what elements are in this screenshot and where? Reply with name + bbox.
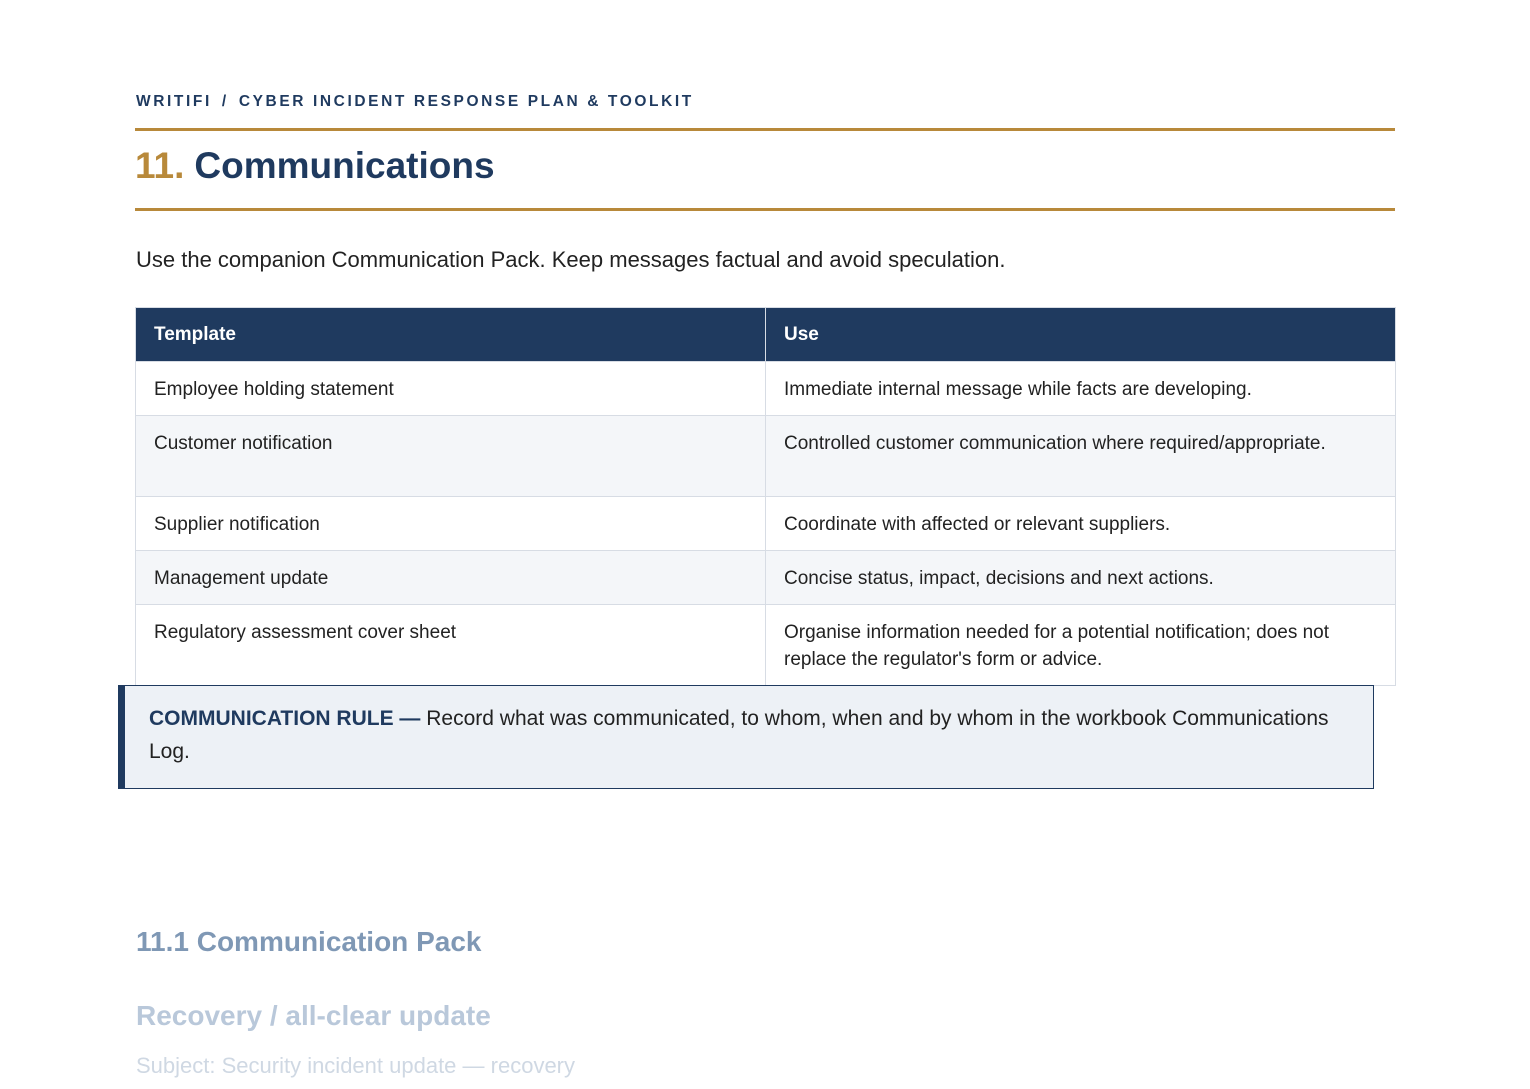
column-header-use: Use [766, 308, 1396, 362]
table-row [136, 497, 1396, 551]
callout-lead: COMMUNICATION RULE — [149, 707, 421, 730]
communication-rule-callout [118, 685, 1374, 789]
heading-rule-bottom [135, 208, 1395, 211]
breadcrumb-separator: / [221, 93, 229, 110]
intro-paragraph: Use the companion Communication Pack. Keep messages factual and avoid speculation. [136, 247, 1006, 272]
templates-table [135, 307, 1396, 686]
use-cell: Immediate internal message while facts are developing. [766, 362, 1396, 416]
template-heading: Recovery / all-clear update [136, 1000, 491, 1031]
section-title-text: Communications [194, 145, 495, 186]
template-cell: Regulatory assessment cover sheet [136, 605, 766, 686]
table-row [136, 605, 1396, 686]
section-number: 11. [135, 145, 185, 186]
use-cell: Coordinate with affected or relevant suppliers. [766, 497, 1396, 551]
table-header-row [136, 308, 1396, 362]
breadcrumb-document: CYBER INCIDENT RESPONSE PLAN & TOOLKIT [238, 93, 694, 110]
use-cell: Controlled customer communication where required/appropriate. [766, 416, 1396, 497]
breadcrumb-brand: WRITIFI [136, 93, 212, 110]
use-cell: Organise information needed for a potential notification; does not replace the regulator's form or advice. [766, 605, 1396, 686]
subsection-heading: 11.1 Communication Pack [136, 926, 482, 957]
table-row [136, 416, 1396, 497]
subject-line: Subject: Security incident update — recovery [136, 1053, 576, 1078]
heading-rule-top [135, 128, 1395, 131]
table-row [136, 362, 1396, 416]
table-row [136, 551, 1396, 605]
template-cell: Employee holding statement [136, 362, 766, 416]
callout-text: Record what was communicated, to whom, when and by whom in the workbook Communications Log. [149, 707, 1329, 763]
template-cell: Management update [136, 551, 766, 605]
section-title [135, 145, 495, 187]
use-cell: Concise status, impact, decisions and next actions. [766, 551, 1396, 605]
template-cell: Customer notification [136, 416, 766, 497]
breadcrumb [136, 93, 694, 111]
template-cell: Supplier notification [136, 497, 766, 551]
column-header-template: Template [136, 308, 766, 362]
